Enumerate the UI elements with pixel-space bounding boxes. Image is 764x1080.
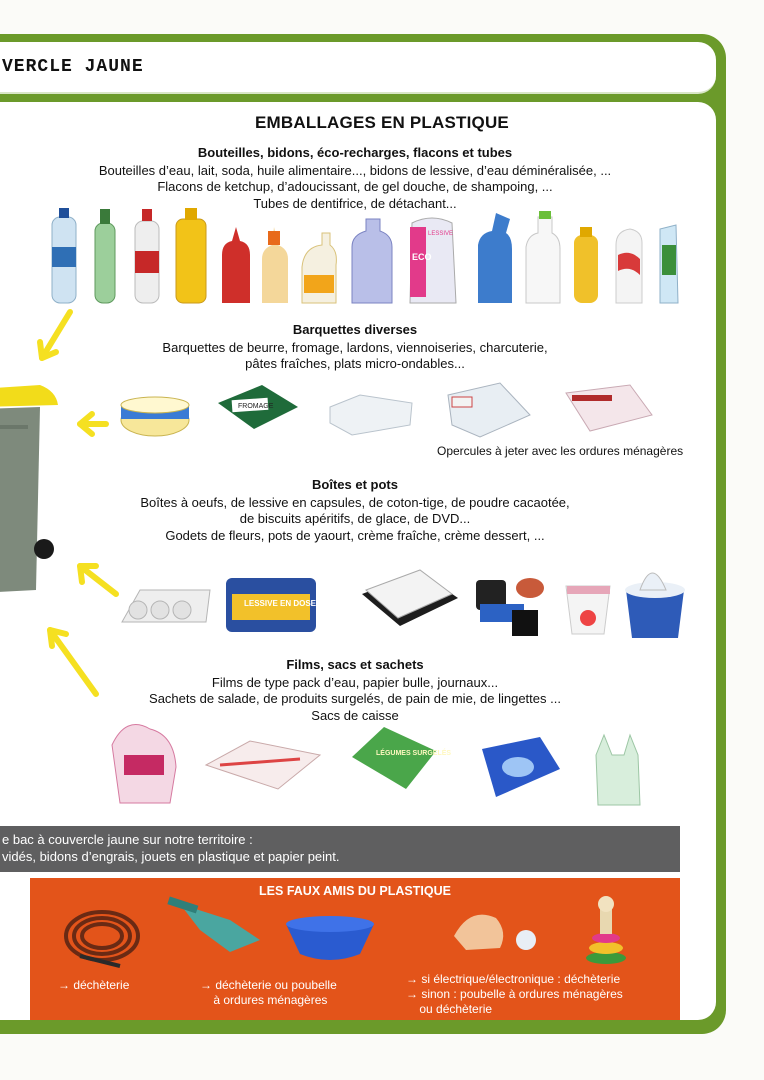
section-line: Tubes de dentifrice, de détachant... [253, 195, 457, 211]
colander-icon [286, 916, 374, 960]
frozen-veg-bag-icon [352, 727, 451, 789]
toilet-cleaner-icon [478, 213, 512, 303]
section-line: Barquettes de beurre, fromage, lardons, viennoiseries, charcuterie, [162, 339, 548, 355]
faux-text-line: ou déchèterie [406, 1002, 493, 1016]
faux-text-line: à ordures ménagères [200, 993, 328, 1007]
water-bottle-icon [52, 208, 76, 303]
faux-amis-illustration [30, 896, 680, 976]
shower-gel-icon [616, 229, 642, 303]
section-title: Barquettes diverses [292, 322, 418, 337]
pastry-tray-icon [448, 383, 530, 437]
dustpan-brush-icon [167, 896, 260, 952]
lessive-doses-label: LESSIVE EN DOSES [244, 599, 322, 608]
fromage-label: FROMAGE [238, 403, 274, 410]
banner-line: e bac à couvercle jaune sur notre territoire : [2, 832, 253, 847]
section-line: Sachets de salade, de produits surgelés, de pain de mie, de lingettes ... [149, 691, 561, 706]
bottles-illustration [0, 205, 764, 305]
section-line: Boîtes à oeufs, de lessive en capsules, de coton-tige, de poudre cacaotée, [140, 494, 570, 510]
section-line: Bouteilles d’eau, lait, soda, huile alimentaire..., bidons de lessive, d’eau déminéralisée, ... [98, 162, 612, 178]
detergent-jug-icon [352, 219, 392, 303]
dvd-box-icon [362, 570, 458, 626]
yogurt-pot-icon [566, 586, 610, 634]
arrow-icon [80, 414, 106, 434]
arrow-icon [50, 630, 96, 694]
section-films-sacs [60, 657, 650, 724]
cheese-tray-icon [218, 385, 298, 429]
films-illustration [0, 715, 764, 810]
page-title: EMBALLAGES EN PLASTIQUE [255, 113, 509, 132]
section-line: Flacons de ketchup, d’adoucissant, de gel douche, de shampoing, ... [157, 179, 553, 194]
section-line: Sacs de caisse [311, 707, 399, 723]
faux-item-hose-text: → déchèterie [58, 978, 130, 992]
eco-label: ECO [412, 252, 432, 262]
lessive-label: LESSIVE [428, 231, 454, 237]
info-banner [0, 826, 680, 872]
softener-bottle-icon [302, 233, 336, 303]
header-bar [0, 42, 716, 94]
plastic-toy-icon [454, 915, 536, 950]
yellow-bottle-icon [574, 227, 598, 303]
section-bouteilles [60, 145, 650, 212]
oil-bottle-icon [176, 208, 206, 303]
cream-pot-icon [625, 573, 685, 638]
mustard-bottle-icon [262, 227, 288, 303]
eco-refill-pouch-icon [410, 218, 456, 303]
opercules-note: Opercules à jeter avec les ordures ménagères [437, 444, 684, 458]
ketchup-bottle-icon [222, 227, 250, 303]
flower-pots-icon [476, 578, 544, 636]
bleach-bottle-icon [526, 211, 560, 303]
ham-tray-icon [566, 385, 652, 431]
section-line: Godets de fleurs, pots de yaourt, crème fraîche, crème dessert, ... [165, 527, 545, 543]
faux-item-dustpan-text [200, 978, 337, 1008]
section-title: Films, sacs et sachets [286, 657, 424, 672]
faux-text-line: → sinon : poubelle à ordures ménagères [406, 987, 623, 1001]
arrow-icon [80, 566, 116, 594]
section-barquettes [60, 322, 650, 373]
faux-amis-title: LES FAUX AMIS DU PLASTIQUE [259, 884, 451, 898]
water-pack-film-icon [112, 725, 176, 803]
shopping-bag-icon [596, 735, 640, 805]
section-line: de biscuits apéritifs, de glace, de DVD... [239, 511, 471, 526]
soda-bottle-icon [135, 209, 159, 303]
wipes-pack-icon [482, 737, 560, 797]
section-boites-pots [60, 477, 650, 544]
clear-tray-icon [330, 395, 412, 435]
legumes-label: LÉGUMES SURGELÉS [376, 750, 452, 757]
bread-bag-icon [206, 741, 320, 789]
banner-line: vidés, bidons d’engrais, jouets en plastique et papier peint. [2, 849, 340, 864]
section-line: pâtes fraîches, plats micro-ondables... [245, 356, 465, 371]
toothpaste-tube-icon [660, 225, 678, 303]
stacking-toy-icon [586, 896, 626, 964]
page-header-title: VERCLE JAUNE [2, 57, 144, 77]
section-title: Boîtes et pots [312, 477, 398, 492]
arrows-group [30, 300, 140, 720]
faux-text-line: → si électrique/électronique : déchèterie [406, 972, 621, 986]
green-bottle-icon [95, 209, 115, 303]
section-title: Bouteilles, bidons, éco-recharges, flacons et tubes [197, 145, 513, 160]
faux-amis-panel [30, 878, 680, 1020]
detergent-tub-icon [226, 578, 322, 632]
arrow-icon [40, 312, 70, 358]
faux-item-toys-text [406, 972, 623, 1017]
garden-hose-icon [66, 912, 138, 966]
faux-text-line: → déchèterie ou poubelle [200, 978, 337, 992]
section-line: Films de type pack d’eau, papier bulle, journaux... [211, 674, 499, 690]
